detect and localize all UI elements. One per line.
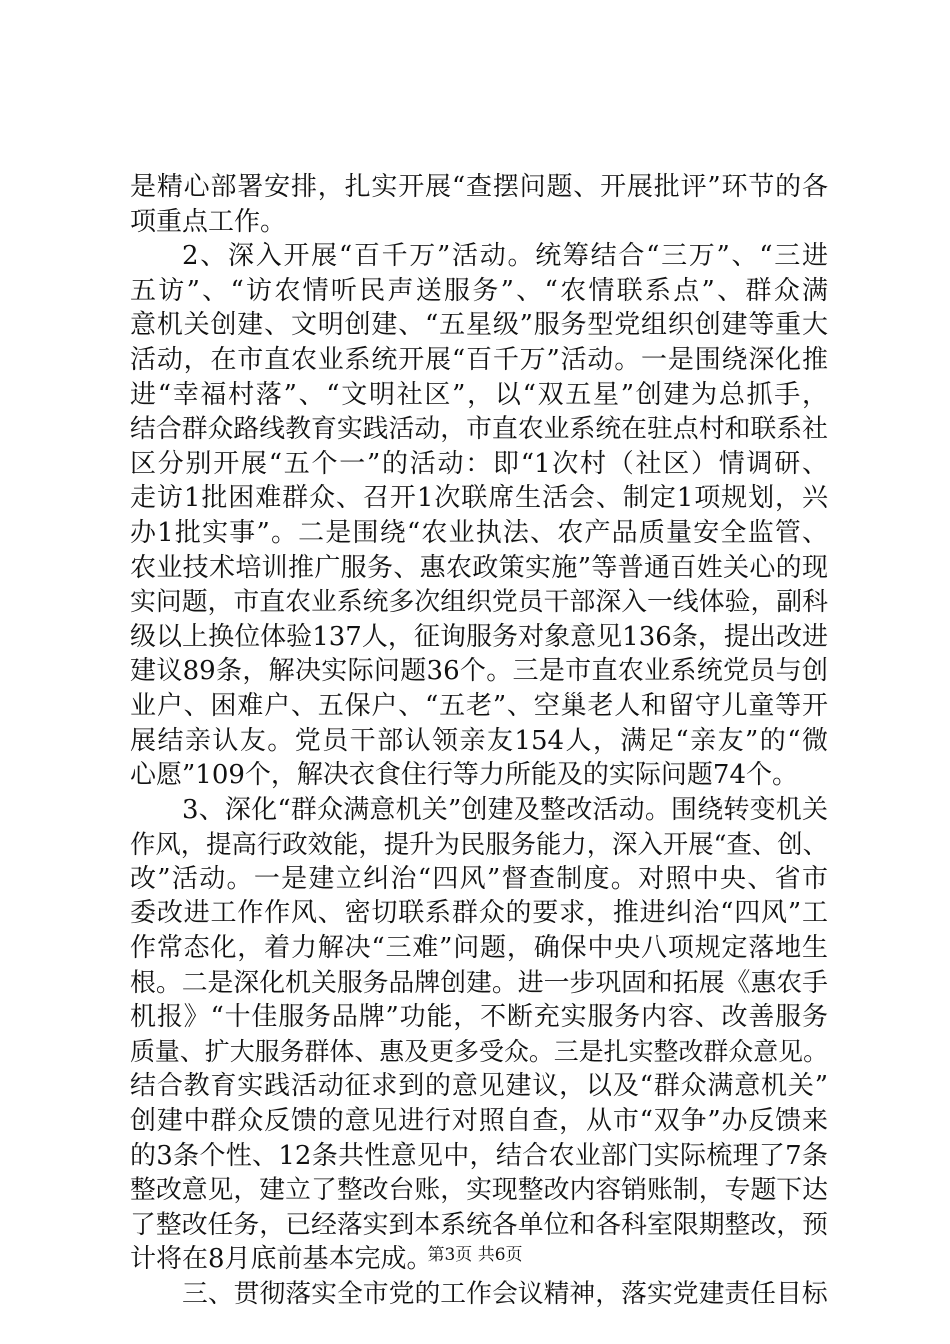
text-line: 走访1批困难群众、召开1次联席生活会、制定1项规划，兴 [130,483,828,514]
text-line: 项重点工作。 [130,206,287,237]
text-line: 进“幸福村落”、“文明社区”，以“双五星”创建为总抓手， [130,379,828,410]
document-body [130,170,828,1312]
text-line: 机报》“十佳服务品牌”功能，不断充实服务内容、改善服务 [130,1002,828,1033]
text-line: 2、深入开展“百千万”活动。统筹结合“三万”、“三进 [182,241,828,272]
text-line: 作常态化，着力解决“三难”问题，确保中央八项规定落地生 [130,933,828,964]
text-line: 结合群众路线教育实践活动，市直农业系统在驻点村和联系社 [130,414,828,445]
text-line: 3、深化“群众满意机关”创建及整改活动。围绕转变机关 [182,794,828,825]
text-line: 五访”、“访农情听民声送服务”、“农情联系点”、群众满 [130,275,828,306]
text-line: 创建中群众反馈的意见进行对照自查，从市“双争”办反馈来 [130,1106,828,1137]
text-line: 改”活动。一是建立纠治“四风”督查制度。对照中央、省市 [130,863,828,894]
text-line: 意机关创建、文明创建、“五星级”服务型党组织创建等重大 [130,310,828,341]
text-line: 三、贯彻落实全市党的工作会议精神，落实党建责任目标 [182,1279,828,1309]
text-line: 了整改任务，已经落实到本系统各单位和各科室限期整改，预 [130,1209,828,1240]
text-line: 业户、困难户、五保户、“五老”、空巢老人和留守儿童等开 [130,690,828,721]
text-line: 结合教育实践活动征求到的意见建议，以及“群众满意机关” [130,1071,828,1102]
page-footer: 第3页 共6页 [427,1245,523,1265]
text-line: 质量、扩大服务群体、惠及更多受众。三是扎实整改群众意见。 [130,1036,828,1066]
text-line: 实问题，市直农业系统多次组织党员干部深入一线体验，副科 [130,587,828,618]
text-line: 农业技术培训推广服务、惠农政策实施”等普通百姓关心的现 [130,552,828,583]
text-line: 根。二是深化机关服务品牌创建。进一步巩固和拓展《惠农手 [130,967,828,998]
text-line: 展结亲认友。党员干部认领亲友154人，满足“亲友”的“微 [130,725,828,756]
text-line: 作风，提高行政效能，提升为民服务能力，深入开展“查、创、 [130,829,828,860]
text-line: 办1批实事”。二是围绕“农业执法、农产品质量安全监管、 [130,517,828,548]
text-line: 整改意见，建立了整改台账，实现整改内容销账制，专题下达 [130,1175,828,1206]
text-line: 委改进工作作风、密切联系群众的要求，推进纠治“四风”工 [130,898,828,929]
text-line: 计将在8月底前基本完成。 [130,1244,433,1275]
text-line: 的3条个性、12条共性意见中，结合农业部门实际梳理了7条 [130,1140,828,1171]
text-line: 区分别开展“五个一”的活动：即“1次村（社区）情调研、 [130,448,828,479]
text-line: 心愿”109个，解决衣食住行等力所能及的实际问题74个。 [130,760,799,791]
text-line: 建议89条，解决实际问题36个。三是市直农业系统党员与创 [130,656,828,687]
text-line: 活动，在市直农业系统开展“百千万”活动。一是围绕深化推 [130,344,828,375]
text-line: 级以上换位体验137人，征询服务对象意见136条，提出改进 [130,621,828,652]
text-line: 是精心部署安排，扎实开展“查摆问题、开展批评”环节的各 [130,172,828,202]
